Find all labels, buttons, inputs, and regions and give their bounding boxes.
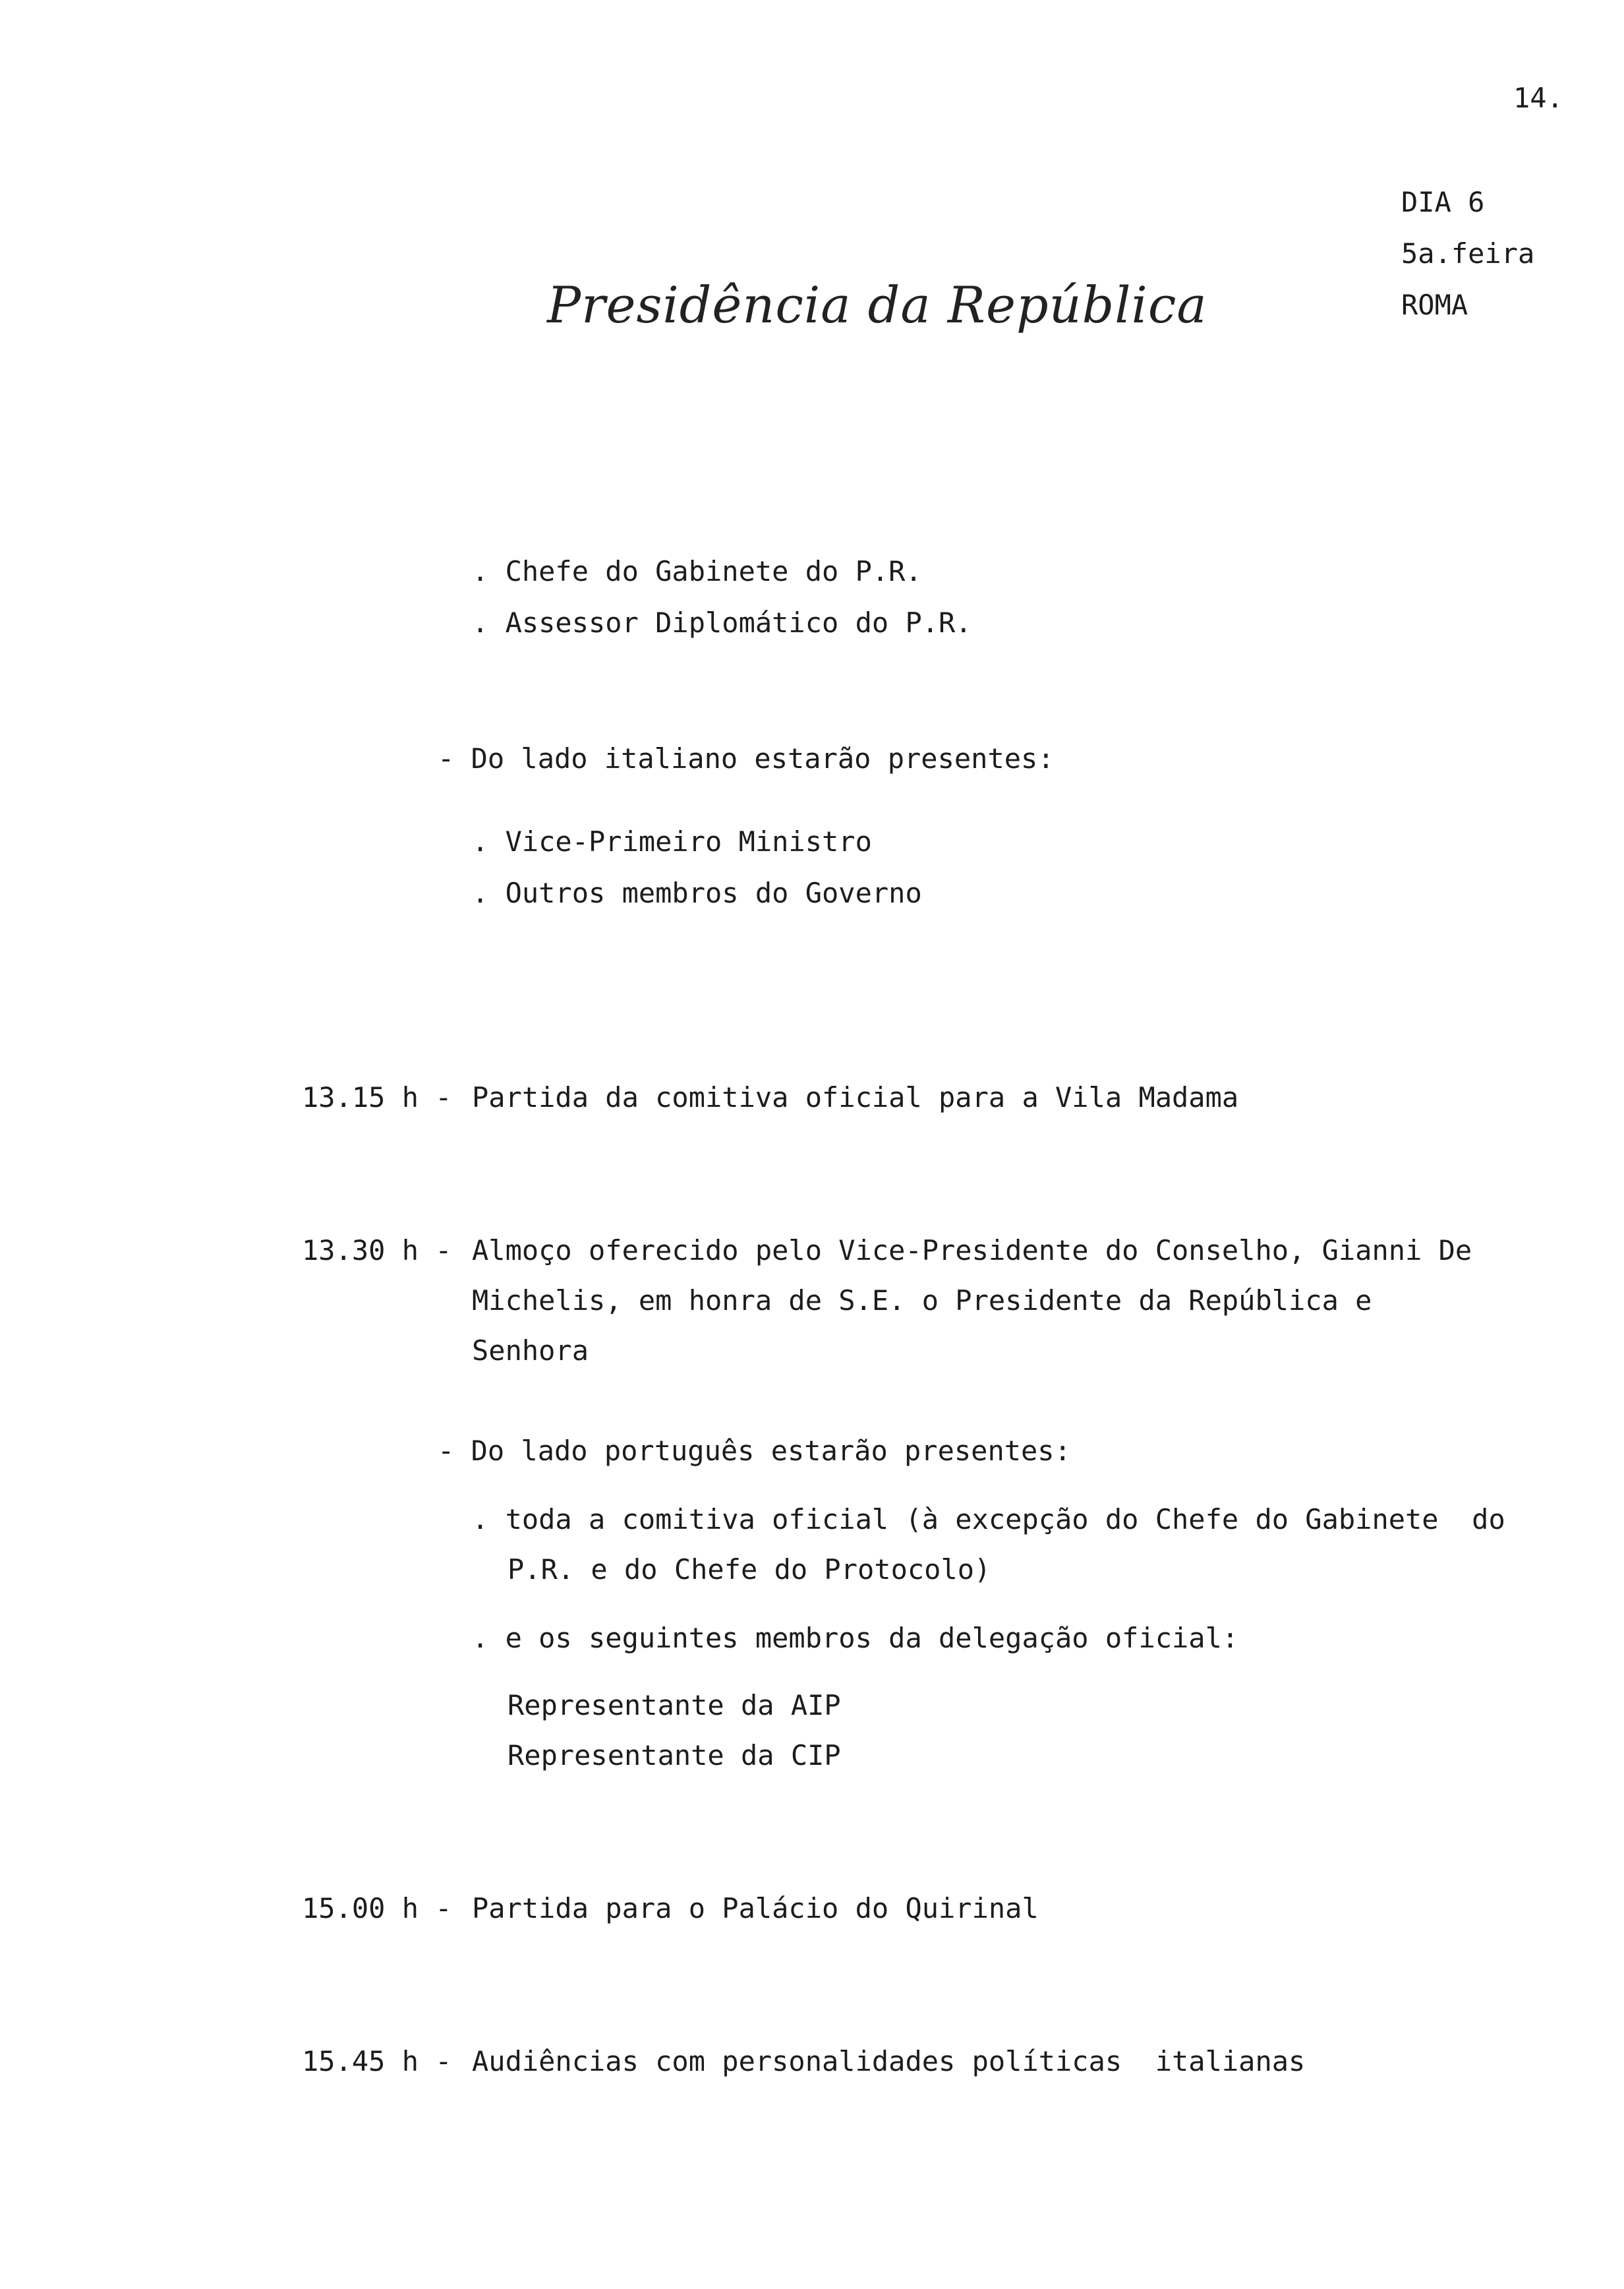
schedule-time: 13.15 h -	[302, 1081, 452, 1114]
attendee-item: . Outros membros do Governo	[472, 877, 922, 909]
delegation-member: Representante da CIP	[508, 1739, 841, 1771]
schedule-time: 15.00 h -	[302, 1892, 452, 1924]
attendee-item: . Vice-Primeiro Ministro	[472, 825, 872, 858]
section-heading: - Do lado italiano estarão presentes:	[438, 742, 1055, 775]
schedule-time: 13.30 h -	[302, 1234, 452, 1266]
schedule-text: Almoço oferecido pelo Vice-Presidente do Conselho, Gianni De	[472, 1234, 1472, 1266]
city-label: ROMA	[1401, 289, 1468, 321]
schedule-text: Audiências com personalidades políticas italianas	[472, 2045, 1306, 2077]
weekday-label: 5a.feira	[1401, 237, 1535, 270]
schedule-text: Michelis, em honra de S.E. o Presidente da República e	[472, 1284, 1372, 1317]
section-heading: - Do lado português estarão presentes:	[438, 1435, 1071, 1467]
page-number: 14.	[1513, 82, 1563, 114]
schedule-text: Partida da comitiva oficial para a Vila Madama	[472, 1081, 1239, 1114]
schedule-text: Partida para o Palácio do Quirinal	[472, 1892, 1039, 1924]
attendee-item: . Chefe do Gabinete do P.R.	[472, 555, 922, 587]
schedule-text: Senhora	[472, 1334, 589, 1367]
letterhead-script: Presidência da República	[547, 276, 1207, 334]
attendee-item: . toda a comitiva oficial (à excepção do Chefe do Gabinete do	[472, 1503, 1505, 1535]
day-label: DIA 6	[1401, 186, 1485, 218]
attendee-item: P.R. e do Chefe do Protocolo)	[508, 1553, 991, 1586]
schedule-time: 15.45 h -	[302, 2045, 452, 2077]
delegation-member: Representante da AIP	[508, 1689, 841, 1721]
attendee-item: . e os seguintes membros da delegação oficial:	[472, 1622, 1239, 1654]
attendee-item: . Assessor Diplomático do P.R.	[472, 607, 972, 639]
